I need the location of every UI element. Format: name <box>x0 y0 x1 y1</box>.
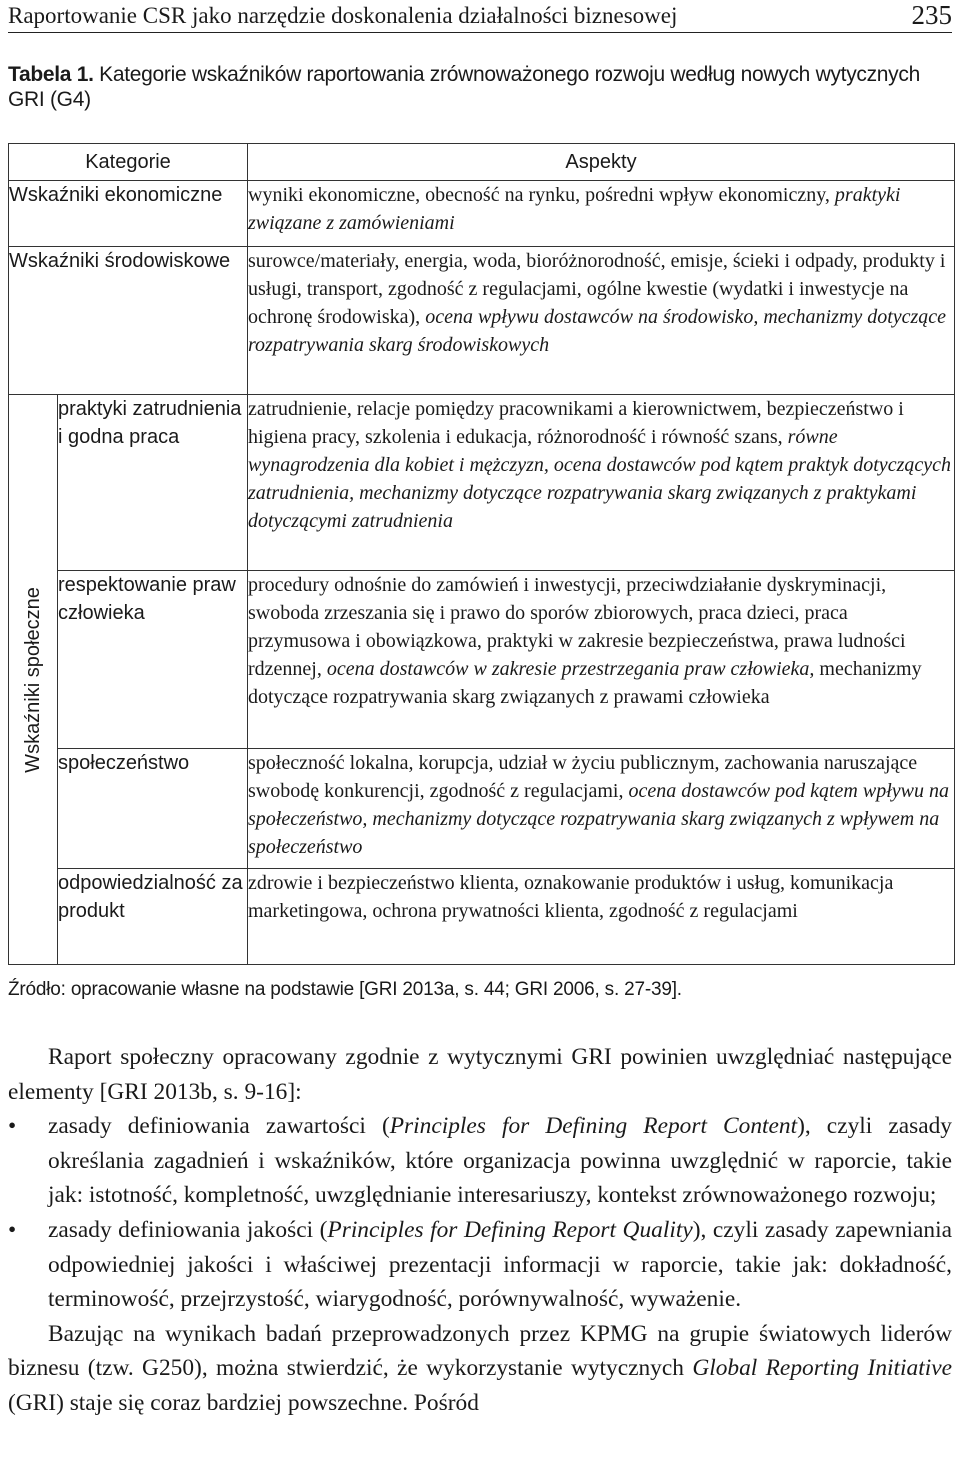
table-source-note: Źródło: opracowanie własne na podstawie [GRI 2013a, s. 44; GRI 2006, s. 27-39]. <box>8 979 682 1000</box>
bullet-item-content <box>8 1109 952 1213</box>
aspects-economic-italic: praktyki związane z zamówieniami <box>248 184 901 234</box>
subcategory-labour: praktyki zatrudnienia i godna praca <box>58 395 248 571</box>
aspects-environmental <box>248 247 955 395</box>
paragraph-kpmg-text-a: Bazując na wynikach badań przeprowadzonych przez KPMG na grupie światowych liderów biznesu (tzw. G250), można stwierdzić, że wykorzystanie wytycznych <box>8 1320 952 1382</box>
running-header <box>8 0 952 34</box>
table-row-environmental <box>9 247 955 395</box>
header-categories: Kategorie <box>9 144 248 181</box>
aspects-labour <box>248 395 955 571</box>
aspects-human-rights-tail: mechanizmy dotyczące rozpatrywania skarg związanych z prawami człowieka <box>248 658 922 708</box>
paragraph-intro: Raport społeczny opracowany zgodnie z wytycznymi GRI powinien uwzględniać następujące elementy [GRI 2013b, s. 9-16]: <box>8 1044 952 1105</box>
bullet-2-italic: Principles for Defining Report Quality <box>327 1216 693 1243</box>
table-row-product <box>9 869 955 965</box>
category-social-label: Wskaźniki społeczne <box>22 586 44 773</box>
gri-categories-table <box>8 143 955 965</box>
table-row-human-rights <box>9 571 955 749</box>
table-header-row <box>9 144 955 181</box>
aspects-labour-text: zatrudnienie, relacje pomiędzy pracownikami a kierownictwem, bezpieczeństwo i higiena pracy, szkolenia i edukacja, różnorodność i równość szans, <box>248 398 904 448</box>
aspects-human-rights-text: procedury odnośnie do zamówień i inwestycji, przeciwdziałanie dyskryminacji, swoboda zrzeszania się i prawo do sporów zbiorowych, praca dzieci, praca przymusowa i obowiązkowa, praktyki w zakresie bezpieczeństwa, prawa ludności rdzennej, <box>248 574 906 680</box>
aspects-product: zdrowie i bezpieczeństwo klienta, oznakowanie produktów i usług, komunikacja marketingowa, ochrona prywatności klienta, zgodność z regulacjami <box>248 869 955 965</box>
header-aspects: Aspekty <box>248 144 955 181</box>
aspects-labour-italic: równe wynagrodzenia dla kobiet i mężczyzn, ocena dostawców pod kątem praktyk dotyczących zatrudnienia, mechanizmy dotyczące rozpatrywania skarg związanych z praktykami dotyczącymi zatrudnienia <box>248 426 951 532</box>
bullet-marker: • <box>8 1216 17 1243</box>
caption-text: Kategorie wskaźników raportowania zrównoważonego rozwoju według nowych wytycznych GRI (G4) <box>8 63 920 111</box>
header-rule <box>8 32 952 33</box>
aspects-economic <box>248 181 955 247</box>
bullet-marker: • <box>8 1113 17 1140</box>
table-caption <box>8 62 952 112</box>
caption-label: Tabela 1. <box>8 63 94 86</box>
aspects-society <box>248 749 955 869</box>
category-social <box>9 395 58 965</box>
paragraph-kpmg-text-b: (GRI) staje się coraz bardziej powszechne. Pośród <box>8 1389 479 1416</box>
category-environmental: Wskaźniki środowiskowe <box>9 247 248 395</box>
body-text <box>8 1040 952 1421</box>
bullet-2-text-a: zasady definiowania jakości ( <box>48 1216 328 1243</box>
subcategory-human-rights: respektowanie praw człowieka <box>58 571 248 749</box>
bullet-1-text-a: zasady definiowania zawartości ( <box>48 1113 390 1140</box>
paragraph-kpmg-italic: Global Reporting Initiative <box>692 1355 952 1382</box>
bullet-1-italic: Principles for Defining Report Content <box>389 1113 798 1140</box>
paragraph-kpmg <box>8 1317 952 1421</box>
running-title: Raportowanie CSR jako narzędzie doskonalenia działalności biznesowej <box>8 3 678 28</box>
bullet-2-text-b: ), czyli zasady zapewniania odpowiedniej jakości i właściwej prezentacji informacji w raporcie, takie jak: dokładność, terminowość, przejrzystość, wiarygodność, porównywalność, wyważenie. <box>48 1216 952 1313</box>
subcategory-product: odpowiedzialność za produkt <box>58 869 248 965</box>
bullet-1-text-b: ), czyli zasady określania zagadnień i wskaźników, które organizacja powinna uwzględnić w raporcie, takie jak: istotność, kompletność, uwzględnianie interesariuszy, kontekst zrównoważonego rozwoju; <box>48 1113 952 1209</box>
aspects-society-text: społeczność lokalna, korupcja, udział w życiu publicznym, zachowania naruszające swobodę konkurencji, zgodność z regulacjami, <box>248 752 918 802</box>
aspects-economic-text: wyniki ekonomiczne, obecność na rynku, pośredni wpływ ekonomiczny, <box>248 184 830 206</box>
aspects-society-italic: ocena dostawców pod kątem wpływu na społeczeństwo, mechanizmy dotyczące rozpatrywania skarg związanych z wpływem na społeczeństwo <box>248 780 949 858</box>
bullet-item-quality <box>8 1213 952 1317</box>
aspects-environmental-text: surowce/materiały, energia, woda, bioróżnorodność, emisje, ścieki i odpady, produkty i usługi, transport, zgodność z regulacjami, ogólne kwestie (wydatki i inwestycje na ochronę środowiska), <box>248 250 946 328</box>
category-economic: Wskaźniki ekonomiczne <box>9 181 248 247</box>
table-row-labour <box>9 395 955 571</box>
table-row-economic <box>9 181 955 247</box>
table-row-society <box>9 749 955 869</box>
subcategory-society: społeczeństwo <box>58 749 248 869</box>
aspects-human-rights <box>248 571 955 749</box>
aspects-human-rights-italic: ocena dostawców w zakresie przestrzegania praw człowieka, <box>326 658 815 680</box>
aspects-environmental-italic: ocena wpływu dostawców na środowisko, mechanizmy dotyczące rozpatrywania skarg środowiskowych <box>248 306 947 356</box>
page-number: 235 <box>911 0 952 30</box>
